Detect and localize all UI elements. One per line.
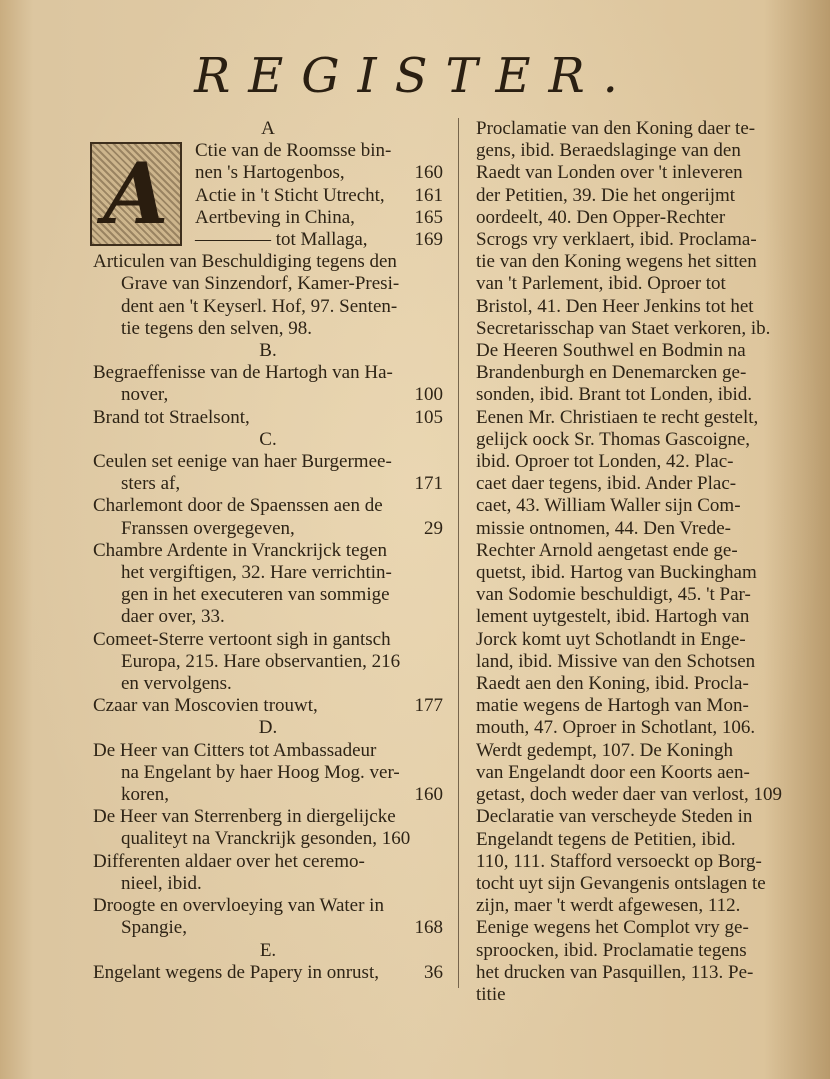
index-line: 110, 111. Stafford versoeckt op Borg- (476, 850, 762, 872)
index-line: Scrogs vry verklaert, ibid. Proclama- (476, 229, 757, 251)
entry-text: Engelant wegens de Papery in onrust, (93, 961, 379, 983)
index-line: gelijck oock Sr. Thomas Gascoigne, (476, 428, 751, 450)
decorated-initial (90, 142, 182, 246)
entry-text: en vervolgens. (121, 673, 232, 695)
index-line: tocht uyt sijn Gevangenis ontslagen te (476, 872, 766, 894)
entry-text: Czaar van Moscovien trouwt, (93, 695, 318, 717)
index-line: Rechter Arnold aengetast ende ge- (476, 539, 738, 561)
index-line (93, 651, 443, 673)
index-line (93, 873, 443, 895)
entry-text: Comeet-Sterre vertoont sigh in gantsch (93, 628, 391, 650)
entry-text: Begraeffenisse van de Hartogh van Ha- (93, 362, 393, 384)
entry-text: nieel, ibid. (121, 872, 202, 894)
entry-text: na Engelant by haer Hoog Mog. ver- (121, 761, 400, 783)
index-line: Bristol, 41. Den Heer Jenkins tot het (476, 295, 754, 317)
entry-text: qualiteyt na Vranckrijk gesonden, 160 (121, 828, 411, 850)
page-number: 105 (414, 406, 443, 428)
entry-text: koren, (121, 784, 170, 806)
entry-text: Franssen overgegeven, (121, 517, 295, 539)
entry-text: Grave van Sinzendorf, Kamer-Presi- (121, 273, 400, 295)
entry-text: sters af, (121, 473, 181, 495)
index-line (93, 895, 443, 917)
index-line: van Engelandt door een Koorts aen- (476, 761, 750, 783)
entry-text: Charlemont door de Spaenssen aen de (93, 495, 383, 517)
index-line (93, 806, 443, 828)
entry-text: het vergiftigen, 32. Hare verrichtin- (121, 562, 392, 584)
entry-text: nover, (121, 384, 169, 406)
index-line (93, 629, 443, 651)
index-line: van Sodomie beschuldigt, 45. 't Par- (476, 584, 751, 606)
decorated-initial-letter: A (103, 144, 169, 244)
left-column (93, 118, 443, 984)
index-line (93, 273, 443, 295)
index-line: lement uytgestelt, ibid. Hartogh van (476, 606, 750, 628)
entry-text: De Heer van Sterrenberg in diergelijcke (93, 806, 396, 828)
index-line (93, 473, 443, 495)
page-number: 160 (414, 784, 443, 806)
index-line (93, 562, 443, 584)
page-number: 171 (414, 473, 443, 495)
page-number: 160 (414, 162, 443, 184)
section-letter-a: A (261, 118, 275, 139)
page-number: 100 (414, 384, 443, 406)
index-line (93, 851, 443, 873)
index-line (93, 495, 443, 517)
index-line: land, ibid. Missive van den Schotsen (476, 650, 756, 672)
index-line (93, 917, 443, 939)
entry-text: Differenten aldaer over het ceremo- (93, 850, 365, 872)
index-line: Jorck komt uyt Schotlandt in Enge- (476, 628, 746, 650)
index-line: titie (476, 983, 506, 1005)
index-line (93, 384, 443, 406)
section-letter: E. (259, 939, 277, 961)
index-line (195, 140, 443, 162)
entry-text: Ctie van de Roomsse bin- (195, 140, 392, 162)
index-line: Proclamatie van den Koning daer te- (476, 118, 756, 139)
page-number: 168 (414, 917, 443, 939)
index-line: quetst, ibid. Hartog van Buckingham (476, 562, 757, 584)
index-line (93, 518, 443, 540)
index-line: gens, ibid. Beraedslaginge van den (476, 140, 741, 162)
entry-text: Europa, 215. Hare observantien, 216 (121, 650, 401, 672)
page-number: 177 (414, 695, 443, 717)
page-number: 161 (414, 184, 443, 206)
entry-text: dent aen 't Keyserl. Hof, 97. Senten- (121, 295, 398, 317)
entry-text: ———— tot Mallaga, (195, 229, 368, 251)
index-line: caet daer tegens, ibid. Ander Plac- (476, 473, 737, 495)
index-line (195, 207, 443, 229)
entry-text: gen in het executeren van sommige (121, 584, 390, 606)
index-line (93, 318, 443, 340)
index-line: getast, doch weder daer van verlost, 109 (476, 784, 783, 806)
index-line (195, 229, 443, 251)
index-line: Declaratie van verscheyde Steden in (476, 806, 753, 828)
index-line: der Petitien, 39. Die het ongerijmt (476, 184, 736, 206)
index-line (93, 695, 443, 717)
page-number: 36 (424, 961, 443, 983)
index-line (93, 740, 443, 762)
index-line (93, 407, 443, 429)
index-line: caet, 43. William Waller sijn Com- (476, 495, 741, 517)
entry-text: tie tegens den selven, 98. (121, 317, 313, 339)
index-line (93, 762, 443, 784)
index-line (195, 185, 443, 207)
section-letter: D. (258, 717, 278, 739)
page-number: 169 (414, 229, 443, 251)
index-line (93, 673, 443, 695)
initial-entry-block (93, 140, 443, 251)
index-line: sproocken, ibid. Proclamatie tegens (476, 939, 747, 961)
entry-text: Actie in 't Sticht Utrecht, (195, 184, 385, 206)
index-line (93, 451, 443, 473)
initial-entries (195, 140, 443, 251)
index-line (93, 784, 443, 806)
entry-text: Aertbeving in China, (195, 206, 355, 228)
entry-text: Ceulen set eenige van haer Burgermee- (93, 451, 392, 473)
entry-text: nen 's Hartogenbos, (195, 162, 345, 184)
index-line (93, 828, 443, 850)
index-line: Engelandt tegens de Petitien, ibid. (476, 828, 736, 850)
index-line: oordeelt, 40. Den Opper-Rechter (476, 206, 726, 228)
page-number: 165 (414, 206, 443, 228)
right-column (476, 118, 802, 1006)
left-entries (93, 251, 443, 984)
entry-text: Droogte en overvloeying van Water in (93, 895, 384, 917)
index-line: De Heeren Southwel en Bodmin na (476, 340, 746, 362)
index-line: matie wegens de Hartogh van Mon- (476, 695, 749, 717)
page-title: REGISTER. (194, 48, 636, 104)
index-line: Werdt gedempt, 107. De Koningh (476, 739, 734, 761)
index-line: zijn, maer 't werdt afgewesen, 112. (476, 895, 741, 917)
index-line: tie van den Koning wegens het sitten (476, 251, 757, 273)
index-line (93, 540, 443, 562)
entry-text: Articulen van Beschuldiging tegens den (93, 251, 397, 273)
index-line: mouth, 47. Oproer in Schotlant, 106. (476, 717, 756, 739)
index-line (93, 584, 443, 606)
index-line (93, 362, 443, 384)
index-line (93, 296, 443, 318)
index-line: Eenen Mr. Christiaen te recht gestelt, (476, 406, 759, 428)
index-line: van 't Parlement, ibid. Oproer tot (476, 273, 726, 295)
index-line (93, 251, 443, 273)
entry-text: daer over, 33. (121, 606, 225, 628)
index-line: sonden, ibid. Brant tot Londen, ibid. (476, 384, 753, 406)
index-line: ibid. Oproer tot Londen, 42. Plac- (476, 451, 734, 473)
index-line: missie ontnomen, 44. Den Vrede- (476, 517, 731, 539)
section-letter: C. (259, 428, 277, 450)
index-line: Secretarisschap van Staet verkoren, ib. (476, 317, 771, 339)
section-letter: B. (259, 340, 277, 362)
index-line: Raedt van Londen over 't inleveren (476, 162, 743, 184)
index-line: Raedt aen den Koning, ibid. Procla- (476, 673, 749, 695)
entry-text: De Heer van Citters tot Ambassadeur (93, 739, 377, 761)
index-line: het drucken van Pasquillen, 113. Pe- (476, 961, 754, 983)
column-divider (458, 118, 459, 988)
index-line (93, 606, 443, 628)
entry-text: Spangie, (121, 917, 187, 939)
index-line (195, 162, 443, 184)
page-number: 29 (424, 517, 443, 539)
entry-text: Brand tot Straelsont, (93, 406, 250, 428)
index-line (93, 962, 443, 984)
index-line: Eenige wegens het Complot vry ge- (476, 917, 749, 939)
entry-text: Chambre Ardente in Vranckrijck tegen (93, 539, 387, 561)
index-line: Brandenburgh en Denemarcken ge- (476, 362, 747, 384)
